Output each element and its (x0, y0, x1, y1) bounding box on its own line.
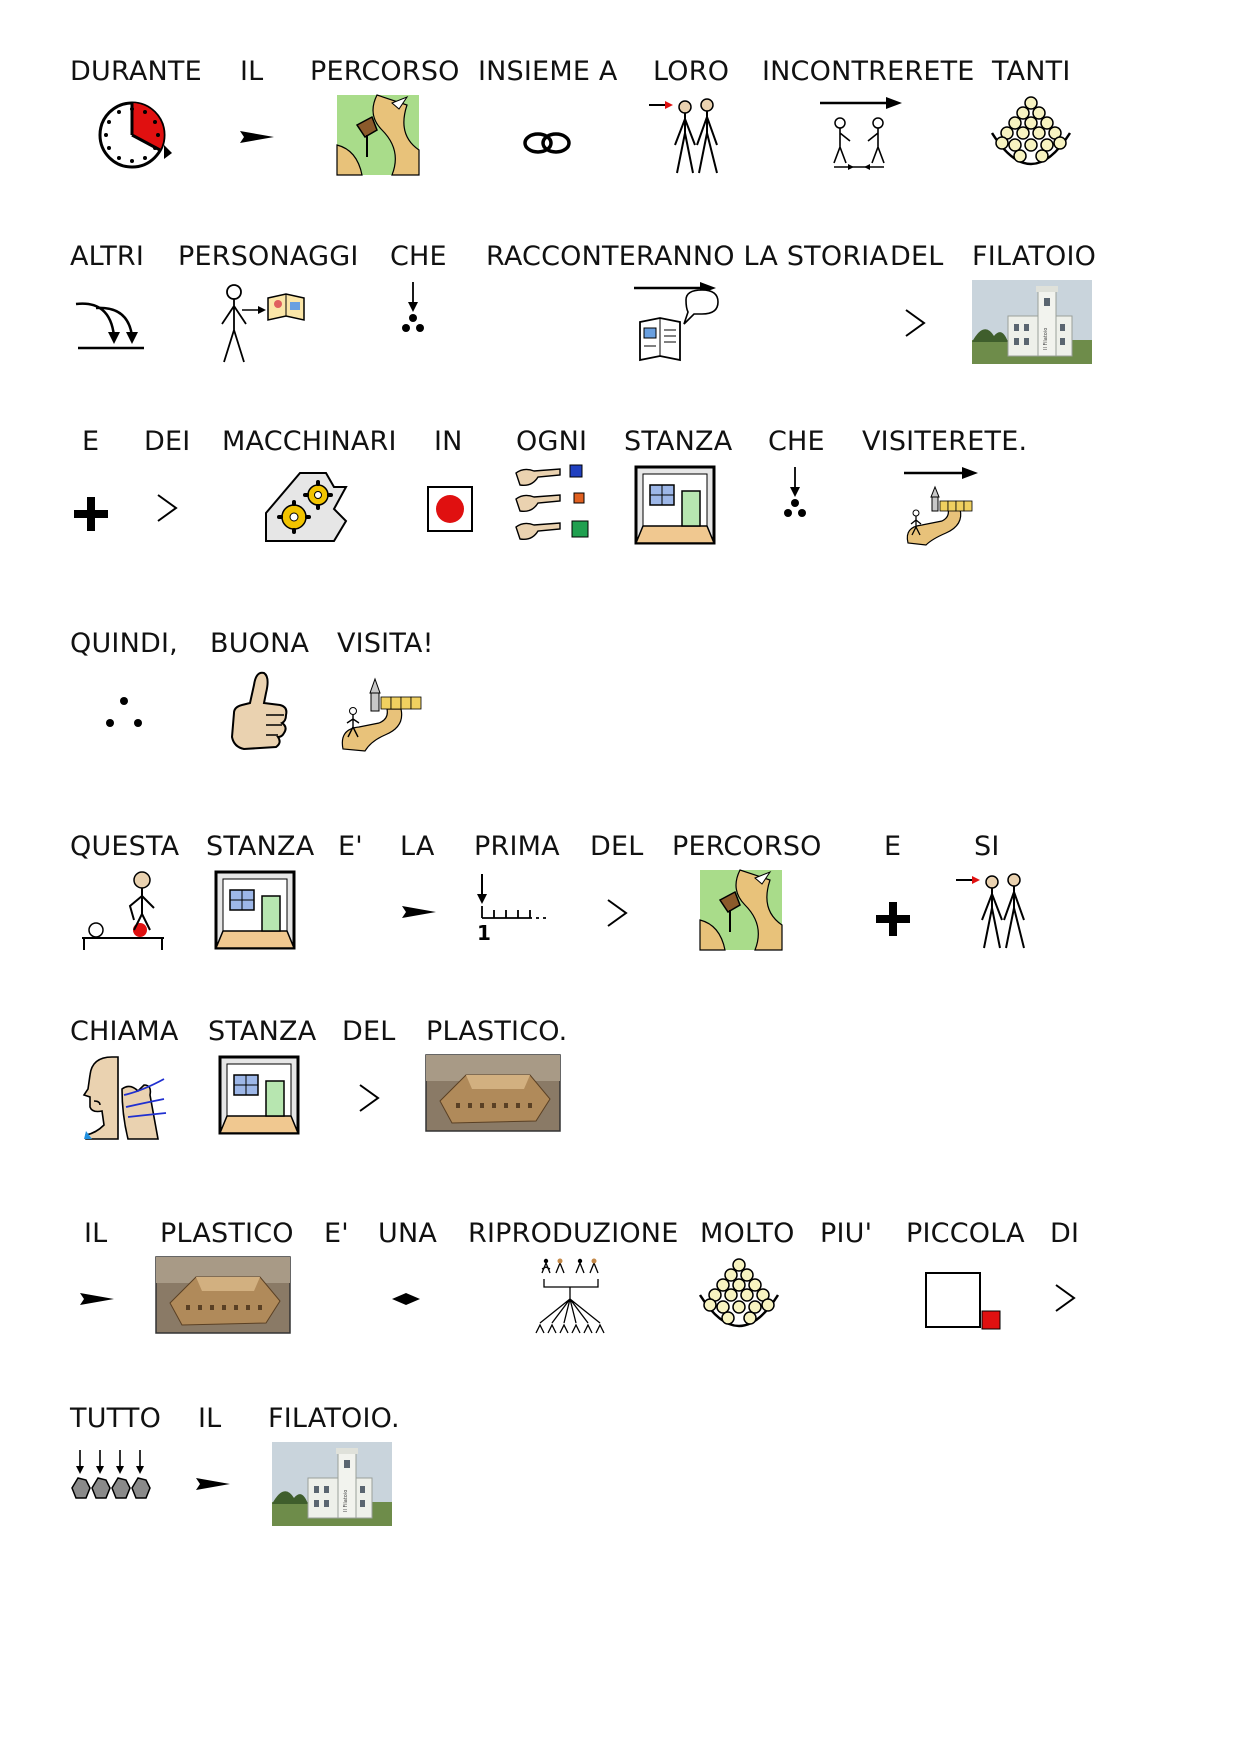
small-square-icon (924, 1271, 1004, 1331)
plus-icon (874, 900, 912, 938)
machine-gears-icon (264, 465, 348, 545)
word-label: IN (434, 426, 463, 457)
word-label: QUESTA (70, 831, 180, 862)
tell-story-icon (632, 280, 722, 362)
word-label: VISITA! (337, 628, 434, 659)
room-icon (634, 465, 716, 545)
room-icon (218, 1055, 300, 1135)
word-label: RIPRODUZIONE (468, 1218, 679, 1249)
building-sign: Il Filatoio (1043, 327, 1049, 350)
character-book-icon (216, 280, 306, 364)
symbol-line-1 (0, 55, 1241, 195)
call-shout-icon (82, 1055, 166, 1139)
path-map-icon (700, 870, 782, 950)
others-arrows-icon (74, 284, 148, 350)
word-label: STANZA (206, 831, 315, 862)
room-icon (214, 870, 296, 950)
greater-than-icon (156, 493, 178, 523)
word-label: SI (974, 831, 1000, 862)
symbol-line-3 (0, 425, 1241, 565)
word-label: VISITERETE. (862, 426, 1028, 457)
therefore-down-icon (780, 465, 810, 521)
pointer-icon (196, 1476, 232, 1492)
they-people-icon (647, 95, 733, 177)
word-label: PERSONAGGI (178, 241, 359, 272)
filatoio-photo (972, 280, 1092, 364)
word-label: DI (1050, 1218, 1080, 1249)
word-label: STANZA (208, 1016, 317, 1047)
symbol-line-2 (0, 240, 1241, 380)
word-label: QUINDI, (70, 628, 178, 659)
word-label: INCONTRERETE (762, 56, 975, 87)
word-label: DEL (342, 1016, 396, 1047)
word-label: FILATOIO. (268, 1403, 400, 1434)
word-label: IL (198, 1403, 222, 1434)
first-number: 1 (477, 921, 491, 945)
word-label: UNA (378, 1218, 438, 1249)
path-map-icon (337, 95, 419, 175)
word-label: PIU' (820, 1218, 873, 1249)
word-label: INSIEME A (478, 56, 618, 87)
word-label: PERCORSO (672, 831, 822, 862)
bowl-of-balls-icon (696, 1257, 782, 1337)
first-position-icon (474, 870, 560, 946)
word-label: OGNI (516, 426, 588, 457)
word-label: BUONA (210, 628, 310, 659)
meet-people-icon (818, 95, 904, 175)
word-label: IL (84, 1218, 108, 1249)
word-label: DURANTE (70, 56, 202, 87)
word-label: PLASTICO. (426, 1016, 568, 1047)
pointer-icon (240, 129, 276, 145)
word-label: DEL (890, 241, 944, 272)
linked-rings-icon (522, 131, 574, 155)
word-label: PICCOLA (906, 1218, 1025, 1249)
clock-icon (94, 95, 174, 175)
word-label: TUTTO (70, 1403, 162, 1434)
they-people-icon (954, 870, 1040, 952)
word-label: LA (400, 831, 435, 862)
word-label: CHE (768, 426, 825, 457)
word-label: MOLTO (700, 1218, 795, 1249)
thumbs-up-icon (226, 667, 290, 751)
word-label: PRIMA (474, 831, 560, 862)
therefore-down-icon (398, 280, 428, 336)
symbol-line-8 (0, 1402, 1241, 1542)
word-label: IL (240, 56, 264, 87)
word-label: DEL (590, 831, 644, 862)
symbol-line-6 (0, 1015, 1241, 1155)
symbol-line-5 (0, 830, 1241, 970)
greater-than-icon (358, 1083, 380, 1113)
word-label: E (884, 831, 902, 862)
word-label: TANTI (992, 56, 1071, 87)
building-sign: Il Filatoio (343, 1489, 349, 1512)
inside-dot-icon (426, 485, 474, 533)
filatoio-photo (272, 1442, 392, 1526)
pointer-icon (80, 1291, 116, 1307)
word-label: DEI (144, 426, 191, 457)
plastico-photo (426, 1055, 560, 1131)
symbol-line-7 (0, 1217, 1241, 1357)
word-label: E' (324, 1218, 349, 1249)
all-items-icon (70, 1448, 154, 1508)
greater-than-icon (904, 308, 926, 338)
this-pointing-icon (80, 870, 166, 950)
symbol-line-4 (0, 627, 1241, 767)
plastico-photo (156, 1257, 290, 1333)
word-label: LORO (653, 56, 730, 87)
word-label: MACCHINARI (222, 426, 397, 457)
visit-icon (339, 667, 429, 751)
plus-icon (72, 495, 110, 533)
word-label: RACCONTERANNO LA STORIA (486, 241, 889, 272)
pointer-icon (402, 904, 438, 920)
word-label: FILATOIO (972, 241, 1097, 272)
greater-than-icon (1054, 1283, 1076, 1313)
word-label: CHIAMA (70, 1016, 179, 1047)
word-label: PERCORSO (310, 56, 460, 87)
article-diamond-icon (392, 1293, 422, 1305)
greater-than-icon (606, 898, 628, 928)
word-label: ALTRI (70, 241, 145, 272)
word-label: E' (338, 831, 363, 862)
bowl-of-balls-icon (988, 95, 1074, 175)
visit-future-icon (902, 465, 986, 547)
word-label: CHE (390, 241, 447, 272)
word-label: PLASTICO (160, 1218, 294, 1249)
word-label: STANZA (624, 426, 733, 457)
word-label: E (82, 426, 100, 457)
reproduction-tree-icon (532, 1257, 612, 1337)
therefore-dots-icon (102, 695, 146, 729)
each-pointing-icon (514, 465, 590, 547)
